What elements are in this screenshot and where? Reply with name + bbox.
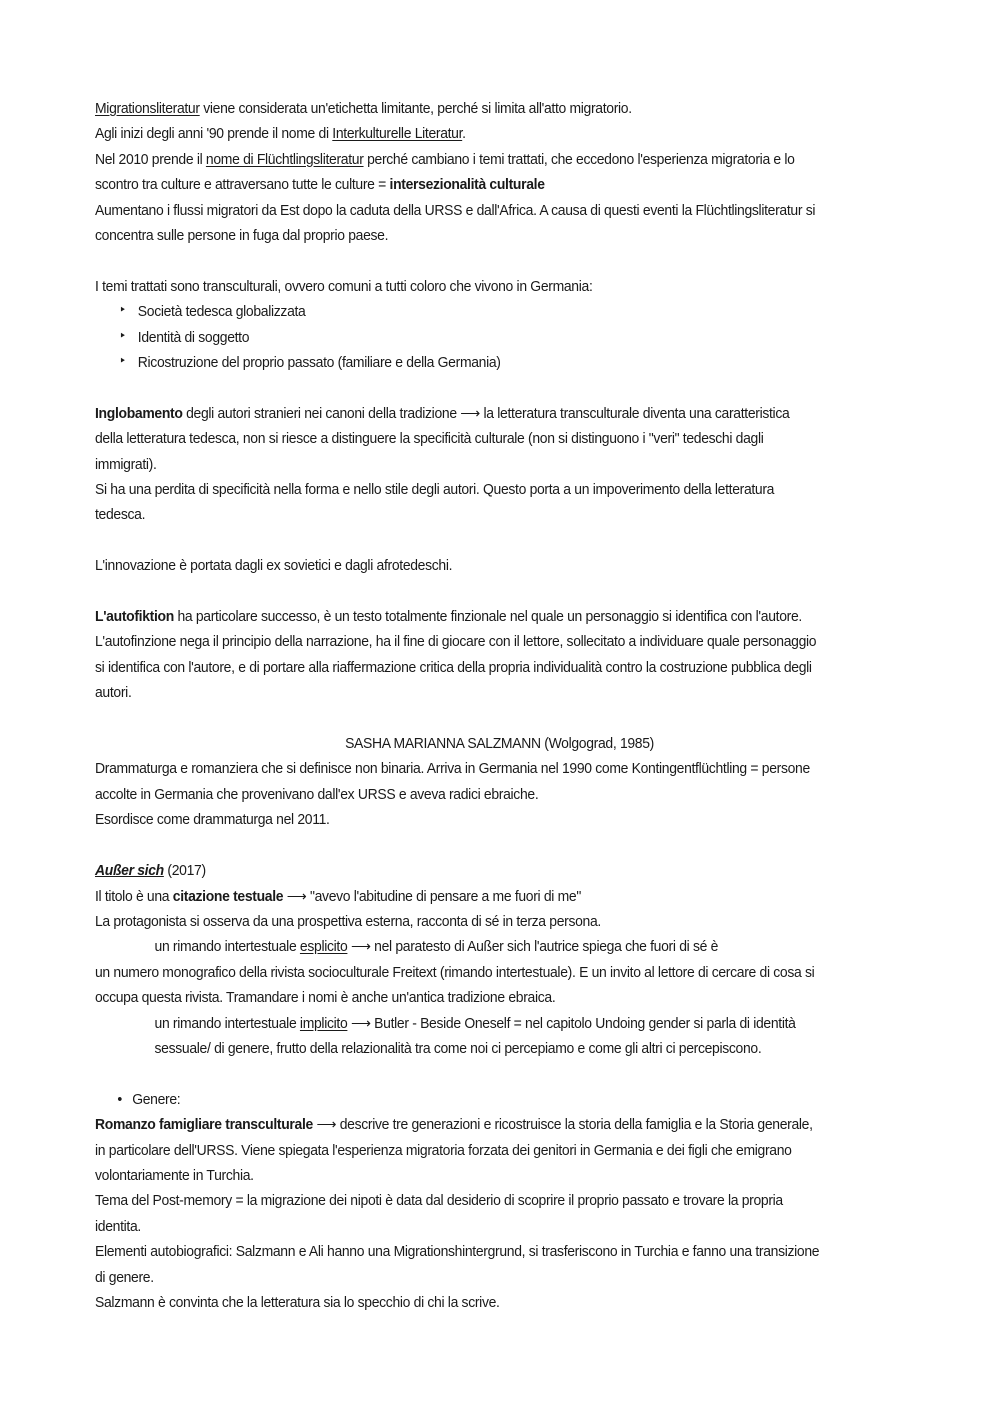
term-intersezionalita: intersezionalità culturale [389,176,545,194]
text-line: in particolare dell'URSS. Viene spiegata l'esperienza migratoria forzata dei genitori in Germania e dei figli che emigrano [95,1141,792,1159]
text-line: Si ha una perdita di specificità nella forma e nello stile degli autori. Questo porta a un impoverimento della letteratura [95,481,775,499]
text-line: occupa questa rivista. Tramandare i nomi è anche un'antica tradizione ebraica. [95,989,556,1007]
genre-bullet [95,1087,904,1112]
paragraph-flussi-line1: Aumentano i flussi migratori da Est dopo la caduta della URSS e dall'Africa. A causa di questi eventi la Flüchtlingsliteratur si [95,201,816,219]
text-line: si identifica con l'autore, e di portare alla riaffermazione critica della propria individualità contro la costruzione pubblica degli [95,658,812,676]
paragraph-innovazione: L'innovazione è portata dagli ex sovietici e dagli afrotedeschi. [95,557,453,575]
term-migrationsliteratur: Migrationsliteratur [95,100,200,117]
text: ⟶ "avevo l'abitudine di pensare a me fuori di me" [283,887,581,905]
text-line: immigrati). [95,455,157,473]
term-implicito: implicito [299,1014,348,1032]
text-line: La protagonista si osserva da una prospettiva esterna, racconta di sé in terza persona. [95,912,601,930]
paragraph-interkulturelle [95,121,904,146]
text-line: accolte in Germania che provenivano dall'ex URSS e aveva radici ebraiche. [95,785,539,803]
paragraph-implicito [95,1011,904,1036]
paragraph-flussi-line2: concentra sulle persone in fuga dal proprio paese. [95,227,389,245]
term-fluechtlingsliteratur: nome di Flüchtlingsliteratur [205,150,364,168]
document-page [95,96,904,1315]
author-heading: SASHA MARIANNA SALZMANN (Wolgograd, 1985) [345,735,655,753]
term-citazione-testuale: citazione testuale [172,887,284,905]
term-inglobamento: Inglobamento [95,404,183,422]
text-line: autori. [95,684,132,702]
text: Genere: [132,1090,181,1108]
paragraph-esplicito [95,934,904,959]
text: viene considerata un'etichetta limitante, perché si limita all'atto migratorio. [199,100,632,117]
text: degli autori stranieri nei canoni della tradizione ⟶ la letteratura transculturale diventa una caratteristica [182,404,790,422]
paragraph-autofiktion [95,604,904,629]
list-item: ‣ Ricostruzione del proprio passato (familiare e della Germania) [119,350,904,375]
text: Il titolo è una [95,887,173,905]
text-line: tedesca. [95,506,146,524]
paragraph-inglobamento [95,401,904,426]
paragraph-fluechtlingsliteratur [95,147,904,172]
bullet-icon: • [117,1090,122,1108]
themes-intro: I temi trattati sono transculturali, ovvero comuni a tutti coloro che vivono in Germania: [95,277,593,295]
book-heading [95,858,904,883]
text: Agli inizi degli anni '90 prende il nome di [95,125,333,143]
paragraph-migrationsliteratur [95,96,904,121]
themes-list [95,299,904,375]
term-romanzo-famigliare: Romanzo famigliare transculturale [95,1116,313,1134]
text: . [462,125,466,143]
paragraph-romanzo [95,1112,904,1137]
text: scontro tra culture e attraversano tutte le culture = [95,176,390,194]
term-autofiktion: L'autofiktion [95,608,174,626]
paragraph-intersezionalita [95,172,904,197]
text: ha particolare successo, è un testo totalmente finzionale nel quale un personaggio si identifica con l'autore. [173,608,802,626]
text-line: di genere. [95,1268,154,1286]
text-line: della letteratura tedesca, non si riesce a distinguere la specificità culturale (non si distinguono i "veri" tedeschi dagli [95,430,764,448]
text-line: L'autofinzione nega il principio della narrazione, ha il fine di giocare con il lettore, sollecitato a individuare quale personaggio [95,633,817,651]
text-line: Elementi autobiografici: Salzmann e Ali hanno una Migrationshintergrund, si trasferiscono in Turchia e fanno una transizione [95,1243,820,1261]
text: perché cambiano i temi trattati, che eccedono l'esperienza migratoria e lo [363,150,795,168]
text-line: Tema del Post-memory = la migrazione dei nipoti è data dal desiderio di scoprire il proprio passato e trovare la propria [95,1192,783,1210]
book-title: Außer sich [95,862,164,880]
text-line: sessuale/ di genere, frutto della relazionalità tra come noi ci percepiamo e come gli altri ci percepiscono. [154,1039,762,1057]
text: ⟶ Butler - Beside Oneself = nel capitolo Undoing gender si parla di identità [347,1014,796,1032]
text-line: identita. [95,1217,141,1235]
text: Nel 2010 prende il [95,150,206,168]
text: un rimando intertestuale [154,938,300,956]
text-line: volontariamente in Turchia. [95,1166,254,1184]
text: ⟶ nel paratesto di Außer sich l'autrice spiega che fuori di sé è [347,938,719,956]
text-line: Drammaturga e romanziera che si definisce non binaria. Arriva in Germania nel 1990 come Kontingentflüchtling = persone [95,760,810,778]
text: un rimando intertestuale [154,1014,300,1032]
term-interkulturelle-literatur: Interkulturelle Literatur [332,125,463,143]
text-line: Esordisce come drammaturga nel 2011. [95,811,330,829]
term-esplicito: esplicito [299,938,348,956]
text: ⟶ descrive tre generazioni e ricostruisce la storia della famiglia e la Storia generale, [312,1116,813,1134]
book-year: (2017) [163,862,206,880]
paragraph-titolo [95,884,904,909]
text-line: Salzmann è convinta che la letteratura sia lo specchio di chi la scrive. [95,1293,500,1311]
list-item: ‣ Società tedesca globalizzata [119,299,904,324]
list-item: ‣ Identità di soggetto [119,325,904,350]
text-line: un numero monografico della rivista socioculturale Freitext (rimando intertestuale). E un invito al lettore di cercare di cosa si [95,963,815,981]
